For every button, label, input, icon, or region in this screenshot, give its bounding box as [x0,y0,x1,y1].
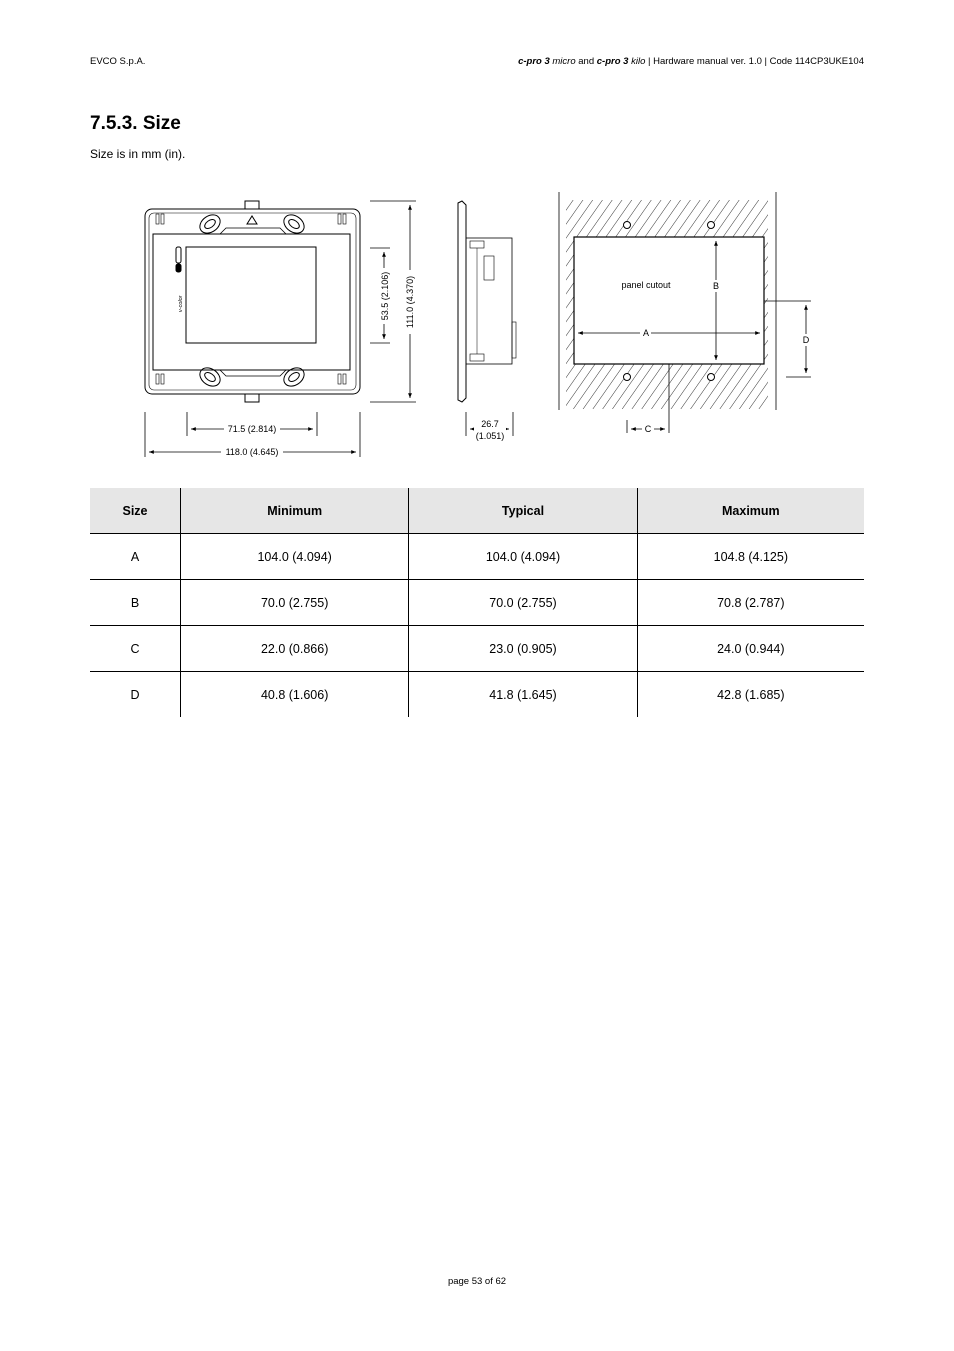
header-and: and [578,56,595,67]
header-product-2: c-pro 3 [596,56,629,67]
section-title: 7.5.3. Size [90,113,181,134]
column-header-minimum: Minimum [181,488,409,534]
dimension-drawing [0,0,954,480]
size-table [90,488,864,717]
panel-cutout-view [559,192,776,410]
cell-size: A [90,534,181,580]
page-number: page 53 of 62 [447,1276,507,1287]
table-row [90,626,864,672]
table-row [90,534,864,580]
header-product-1: c-pro 3 [518,56,550,67]
cell-typical: 70.0 (2.755) [409,580,637,626]
cell-size: B [90,580,181,626]
table-row [90,672,864,718]
front-brand-text: v-color [178,295,184,312]
cell-typical: 41.8 (1.645) [409,672,637,718]
side-view [458,201,516,402]
cell-minimum: 70.0 (2.755) [181,580,409,626]
column-header-maximum: Maximum [637,488,864,534]
mounting-slot-icon [196,364,223,390]
cell-size: D [130,687,140,702]
cell-minimum: 22.0 (0.866) [181,626,409,672]
header-manual-code: | Hardware manual ver. 1.0 | Code 114CP3UKE104 [648,56,864,67]
header-variant-2: kilo [631,56,646,67]
cell-maximum: 70.8 (2.787) [637,580,864,626]
column-header-typical: Typical [409,488,637,534]
header-company: EVCO S.p.A. [90,56,146,67]
cell-typical: 104.0 (4.094) [409,534,637,580]
cell-typical: 23.0 (0.905) [409,626,637,672]
dimension-label-width-inner: 71.5 (2.814) [227,424,277,434]
table-row [90,580,864,626]
header-variant-1: micro [552,56,576,67]
dimension-label-depth-mm: 26.7 [481,419,499,429]
dimension-label-height-outer: 111.0 (4.370) [405,275,415,329]
cell-minimum: 40.8 (1.606) [181,672,409,718]
section-intro: Size is in mm (in). [90,147,186,161]
table-header-row [90,488,864,534]
mounting-slot-icon [196,211,223,237]
column-header-size: Size [90,488,181,534]
cutout-label: panel cutout [621,280,671,290]
dimension-label-height-inner: 53.5 (2.106) [380,271,390,321]
dimension-label-width-outer: 118.0 (4.645) [225,447,279,457]
cell-size: C [90,626,181,672]
mounting-slot-icon [280,364,307,390]
cell-minimum: 104.0 (4.094) [181,534,409,580]
cutout-label-d: D [802,335,810,345]
cutout-label-a: A [642,328,650,338]
cutout-label-c: C [644,424,652,434]
dimension-label-depth-in: (1.051) [475,431,505,441]
cutout-label-b: B [712,281,720,291]
cell-maximum: 104.8 (4.125) [637,534,864,580]
cell-maximum: 24.0 (0.944) [637,626,864,672]
cell-maximum: 42.8 (1.685) [637,672,864,718]
